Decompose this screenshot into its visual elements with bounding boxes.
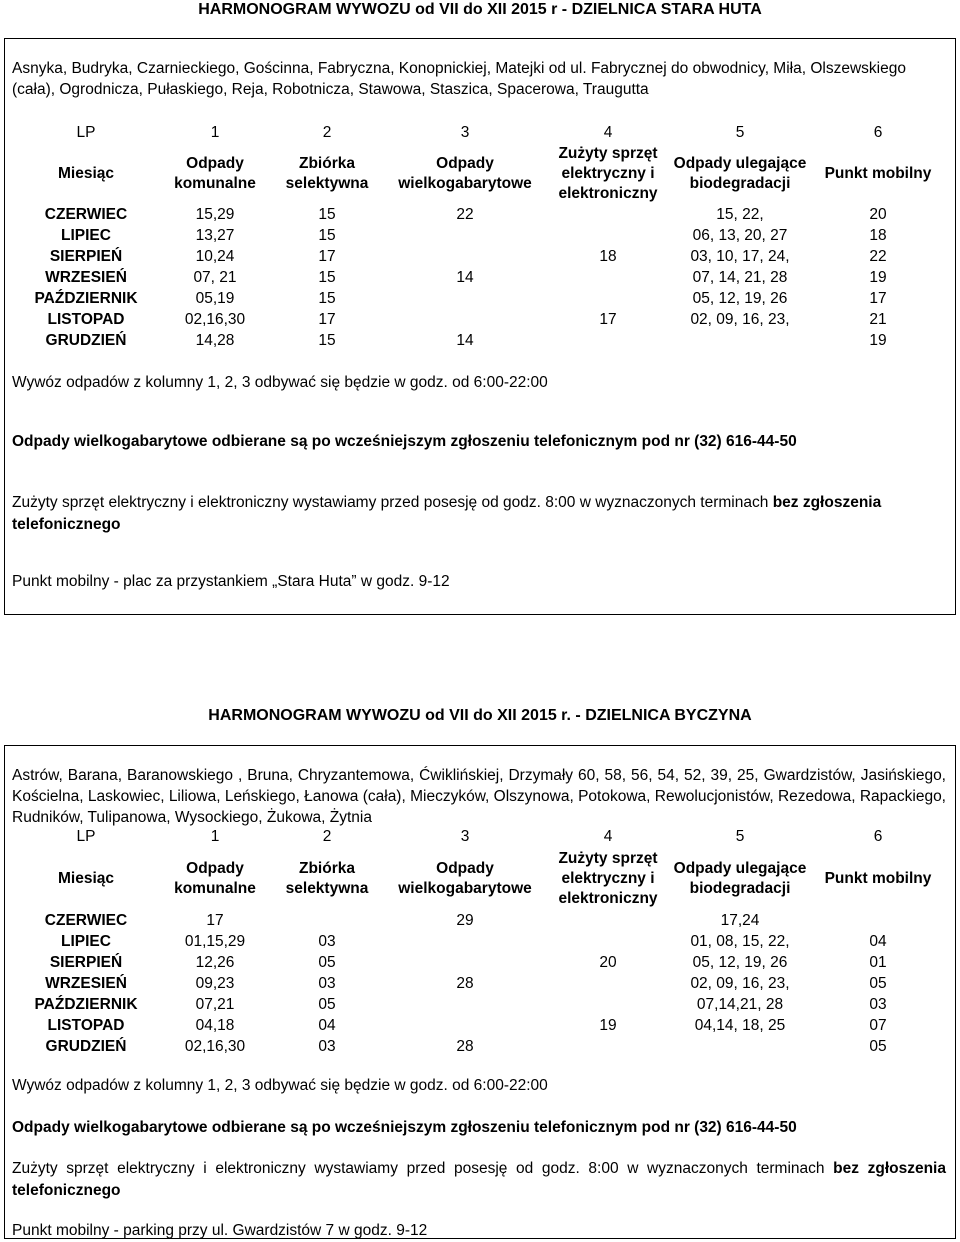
value-cell (384, 309, 546, 330)
lp-cell: 1 (210, 828, 220, 845)
lp-row (12, 826, 946, 848)
value-cell: 17 (869, 289, 887, 307)
value-cell: 05 (869, 974, 887, 992)
value-cell (384, 246, 546, 267)
value-cell: 18 (599, 247, 617, 265)
section1-electronics-note-text: Zużyty sprzęt elektryczny i elektroniczny wystawiamy przed posesję od godz. 8:00 w wyznaczonych terminach (12, 494, 773, 511)
column-header: Punkt mobilny (824, 165, 932, 182)
lp-cell: 4 (603, 828, 613, 845)
lp-cell: 6 (873, 828, 883, 845)
month-cell: CZERWIEC (44, 205, 128, 223)
value-cell: 01,15,29 (184, 932, 246, 950)
value-cell: 05 (869, 1037, 887, 1055)
section2-hours-note: Wywóz odpadów z kolumny 1, 2, 3 odbywać się będzie w godz. od 6:00-22:00 (12, 1077, 548, 1094)
value-cell: 20 (869, 205, 887, 223)
lp-cell: LP (76, 124, 96, 141)
value-cell: 05, 12, 19, 26 (692, 289, 788, 307)
month-cell: LIPIEC (61, 932, 111, 950)
section2-streets: Astrów, Barana, Baranowskiego , Bruna, Chryzantemowa, Ćwiklińskiej, Drzymały 60, 58, 56, 54, 52, 39, 25, Gwardzistów, Jasińskiego, Kościelna, Laskowiec, Liliowa, Leńskiego, Łanowa (cała), Mieczyków, Olszynowa, Potokowa, Rewolucjonistów, Rezedowa, Rapackiego, Rudników, Tulipanowa, Wysockiego, Żukowa, Żytnia (12, 767, 946, 826)
lp-row (12, 122, 946, 144)
value-cell: 15 (318, 289, 336, 307)
table-row (12, 225, 946, 246)
column-header: Odpady ulegające biodegradacji (673, 860, 807, 897)
value-cell (546, 973, 670, 994)
value-cell: 05 (318, 995, 336, 1013)
value-cell: 15 (318, 331, 336, 349)
value-cell (384, 994, 546, 1015)
table-row (12, 309, 946, 330)
lp-cell: 6 (873, 124, 883, 141)
column-header: Odpady wielkogabarytowe (398, 155, 532, 192)
section2-bulky-waste-note: Odpady wielkogabarytowe odbierane są po wcześniejszym zgłoszeniu telefonicznym pod nr (32) 616-44-50 (12, 1119, 797, 1136)
value-cell (546, 267, 670, 288)
value-cell (546, 225, 670, 246)
value-cell: 04,14, 18, 25 (694, 1016, 786, 1034)
lp-cell: 5 (735, 828, 745, 845)
value-cell: 07, 14, 21, 28 (692, 268, 788, 286)
value-cell: 01 (869, 953, 887, 971)
value-cell: 12,26 (195, 953, 235, 971)
column-header: Punkt mobilny (824, 870, 932, 887)
value-cell (384, 1015, 546, 1036)
value-cell: 13,27 (195, 226, 235, 244)
value-cell: 05,19 (195, 289, 235, 307)
value-cell: 07,14,21, 28 (696, 995, 784, 1013)
value-cell: 20 (599, 953, 617, 971)
value-cell (384, 225, 546, 246)
table-row (12, 952, 946, 973)
value-cell: 04,18 (195, 1016, 235, 1034)
header-row (12, 144, 946, 204)
value-cell: 07, 21 (193, 268, 237, 286)
column-header: Odpady komunalne (174, 860, 256, 897)
value-cell: 28 (456, 974, 474, 992)
value-cell: 07 (869, 1016, 887, 1034)
value-cell (546, 288, 670, 309)
column-header: Zbiórka selektywna (285, 860, 369, 897)
value-cell (546, 994, 670, 1015)
month-cell: SIERPIEŃ (49, 953, 123, 971)
table-row (12, 931, 946, 952)
value-cell: 28 (456, 1037, 474, 1055)
value-cell (546, 330, 670, 351)
section2-mobile-point-note: Punkt mobilny - parking przy ul. Gwardzistów 7 w godz. 9-12 (12, 1222, 428, 1239)
lp-cell: 3 (460, 828, 470, 845)
lp-cell: 5 (735, 124, 745, 141)
table-row (12, 288, 946, 309)
value-cell: 14 (456, 268, 474, 286)
value-cell: 02, 09, 16, 23, (690, 974, 790, 992)
section2-electronics-note-bold: bez zgłoszenia telefonicznego (12, 1160, 946, 1199)
month-cell: WRZESIEŃ (45, 268, 127, 286)
month-cell: PAŹDZIERNIK (34, 289, 138, 307)
value-cell: 22 (456, 205, 474, 223)
section1-title: HARMONOGRAM WYWOZU od VII do XII 2015 r - DZIELNICA STARA HUTA (198, 1, 762, 18)
value-cell: 05, 12, 19, 26 (692, 953, 788, 971)
column-header: Odpady wielkogabarytowe (398, 860, 532, 897)
table-row (12, 1015, 946, 1036)
column-header: Miesiąc (57, 165, 114, 182)
value-cell: 03 (318, 932, 336, 950)
lp-cell: LP (76, 828, 96, 845)
value-cell (384, 288, 546, 309)
section2-electronics-note (12, 1158, 946, 1202)
column-header: Zbiórka selektywna (285, 155, 369, 192)
value-cell: 03, 10, 17, 24, (690, 247, 790, 265)
column-header: Miesiąc (57, 870, 114, 887)
value-cell: 15 (318, 226, 336, 244)
table-row (12, 973, 946, 994)
value-cell (670, 330, 810, 351)
section1-mobile-point-note: Punkt mobilny - plac za przystankiem „Stara Huta” w godz. 9-12 (12, 573, 450, 590)
value-cell: 19 (869, 268, 887, 286)
value-cell: 15,29 (195, 205, 235, 223)
month-cell: SIERPIEŃ (49, 247, 123, 265)
section2-electronics-note-text: Zużyty sprzęt elektryczny i elektroniczny wystawiamy przed posesję od godz. 8:00 w wyznaczonych terminach (12, 1160, 834, 1177)
column-header: Odpady komunalne (174, 155, 256, 192)
value-cell: 03 (869, 995, 887, 1013)
value-cell: 02,16,30 (184, 310, 246, 328)
value-cell: 29 (456, 911, 474, 929)
section1-electronics-note-bold: bez zgłoszenia telefonicznego (12, 494, 882, 533)
value-cell: 14 (456, 331, 474, 349)
value-cell: 17,24 (720, 911, 760, 929)
value-cell: 03 (318, 974, 336, 992)
value-cell: 04 (318, 1016, 336, 1034)
value-cell: 07,21 (195, 995, 235, 1013)
value-cell: 21 (869, 310, 887, 328)
value-cell (546, 204, 670, 225)
column-header: Zużyty sprzęt elektryczny i elektroniczny (558, 850, 658, 907)
value-cell: 19 (869, 331, 887, 349)
value-cell (670, 1036, 810, 1057)
table-row (12, 204, 946, 225)
section1-table-body (12, 122, 946, 351)
value-cell: 01, 08, 15, 22, (690, 932, 790, 950)
value-cell: 15 (318, 268, 336, 286)
value-cell: 17 (318, 310, 336, 328)
month-cell: PAŹDZIERNIK (34, 995, 138, 1013)
value-cell: 18 (869, 226, 887, 244)
table-row (12, 994, 946, 1015)
value-cell (810, 910, 946, 931)
month-cell: LISTOPAD (47, 310, 125, 328)
table-row (12, 910, 946, 931)
month-cell: WRZESIEŃ (45, 974, 127, 992)
value-cell: 09,23 (195, 974, 235, 992)
value-cell (546, 910, 670, 931)
table-row (12, 267, 946, 288)
lp-cell: 2 (322, 828, 332, 845)
section2-schedule-table (12, 826, 946, 1057)
month-cell: GRUDZIEŃ (45, 1037, 127, 1055)
value-cell: 06, 13, 20, 27 (692, 226, 788, 244)
value-cell: 04 (869, 932, 887, 950)
value-cell: 22 (869, 247, 887, 265)
value-cell: 02,16,30 (184, 1037, 246, 1055)
value-cell: 15, 22, (716, 205, 764, 223)
section1-schedule-table (12, 122, 946, 351)
column-header: Zużyty sprzęt elektryczny i elektroniczny (558, 145, 658, 202)
value-cell: 03 (318, 1037, 336, 1055)
table-row (12, 330, 946, 351)
value-cell (270, 910, 384, 931)
value-cell (384, 931, 546, 952)
section2-table-body (12, 826, 946, 1057)
lp-cell: 2 (322, 124, 332, 141)
month-cell: LIPIEC (61, 226, 111, 244)
value-cell: 05 (318, 953, 336, 971)
section1-streets: Asnyka, Budryka, Czarnieckiego, Gościnna, Fabryczna, Konopnickiej, Matejki od ul. Fabrycznej do obwodnicy, Miła, Olszewskiego (cała), Ogrodnicza, Pułaskiego, Reja, Robotnicza, Stawowa, Staszica, Spacerowa, Traugutta (12, 60, 906, 98)
value-cell: 02, 09, 16, 23, (690, 310, 790, 328)
section2-title: HARMONOGRAM WYWOZU od VII do XII 2015 r. - DZIELNICA BYCZYNA (208, 707, 752, 724)
table-row (12, 246, 946, 267)
header-row (12, 848, 946, 910)
section1-electronics-note (12, 492, 946, 536)
value-cell (546, 1036, 670, 1057)
value-cell: 17 (599, 310, 617, 328)
value-cell: 15 (318, 205, 336, 223)
value-cell: 17 (206, 911, 224, 929)
section1-hours-note: Wywóz odpadów z kolumny 1, 2, 3 odbywać się będzie w godz. od 6:00-22:00 (12, 374, 548, 391)
value-cell (384, 952, 546, 973)
section1-bulky-waste-note: Odpady wielkogabarytowe odbierane są po wcześniejszym zgłoszeniu telefonicznym pod nr (32) 616-44-50 (12, 433, 797, 450)
month-cell: GRUDZIEŃ (45, 331, 127, 349)
lp-cell: 4 (603, 124, 613, 141)
month-cell: CZERWIEC (44, 911, 128, 929)
month-cell: LISTOPAD (47, 1016, 125, 1034)
value-cell: 17 (318, 247, 336, 265)
value-cell: 19 (599, 1016, 617, 1034)
value-cell: 14,28 (195, 331, 235, 349)
lp-cell: 1 (210, 124, 220, 141)
column-header: Odpady ulegające biodegradacji (673, 155, 807, 192)
value-cell: 10,24 (195, 247, 235, 265)
value-cell (546, 931, 670, 952)
lp-cell: 3 (460, 124, 470, 141)
table-row (12, 1036, 946, 1057)
